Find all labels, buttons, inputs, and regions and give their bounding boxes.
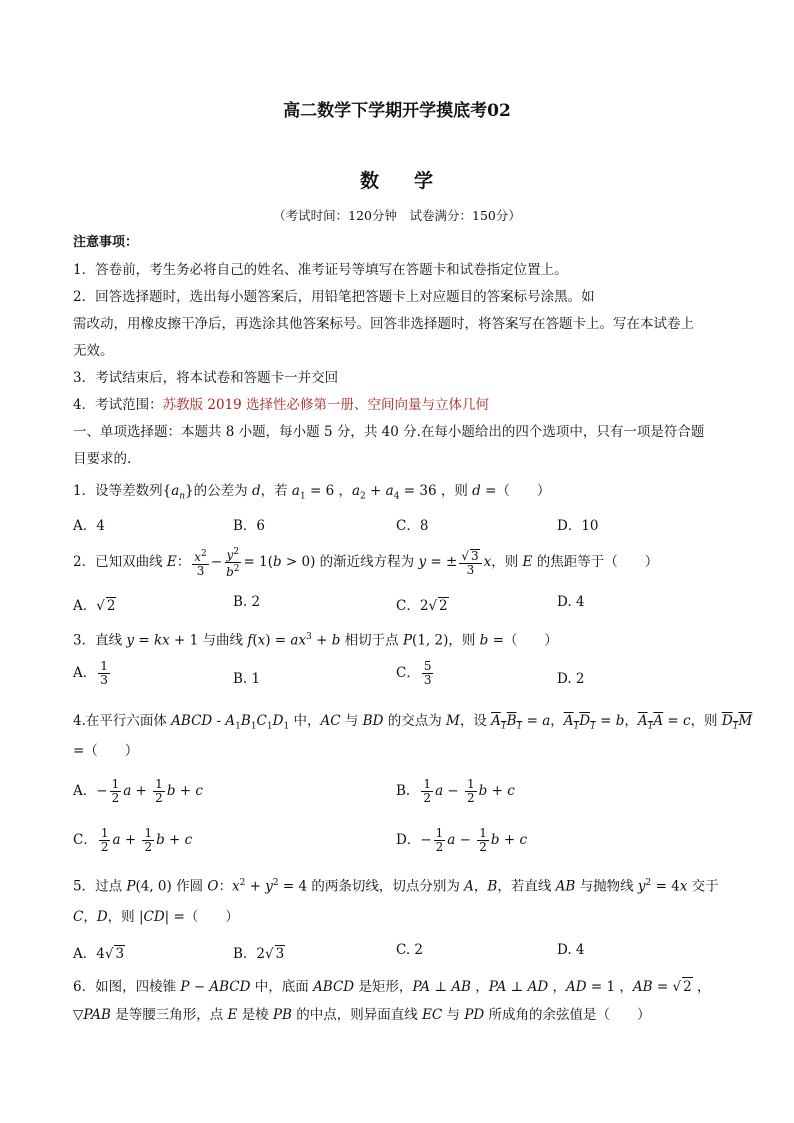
q1-option-b: B．6 <box>233 518 266 534</box>
notice-item-2-end: 无效。 <box>73 343 114 359</box>
scope-label: 4．考试范围： <box>73 397 163 413</box>
q3-option-b: B. 1 <box>233 671 261 687</box>
page-title: 高二数学下学期开学摸底考02 <box>283 101 511 121</box>
question-6: 6．如图，四棱锥 P − ABCD 中，底面 ABCD 是矩形，PA ⊥ AB ，PA ⊥ AD ，AD = 1 ，AB = √ 2 ， <box>73 979 711 995</box>
q3-option-a: A． $\frac{1}{3}$ <box>73 659 108 687</box>
question-4-cont: =（ ） <box>73 743 139 759</box>
q3-option-c: C． $\frac{5}{3}$ <box>396 659 432 687</box>
subject-left: 数 <box>359 170 380 192</box>
question-6-cont: ▽PAB 是等腰三角形，点 E 是棱 PB 的中点，则异面直线 EC 与 PD 所成角的余弦值是（ ） <box>73 1007 651 1023</box>
q5-option-c: C. 2 <box>396 942 424 958</box>
section1-line1: 一、单项选择题：本题共 8 小题，每小题 5 分，共 40 分.在每小题给出的四个选项中，只有一项是符合题 <box>73 424 705 440</box>
q5-option-b: B．2√ 3 <box>233 946 285 962</box>
q2-option-b: B. 2 <box>233 594 261 610</box>
notice-item-3: 3．考试结束后，将本试卷和答题卡一并交回 <box>73 370 339 386</box>
question-3: 3．直线 y = kx + 1 与曲线 $f(x) = ax^3 + b$ 相切于点 P(1, 2)，则 b =（ ） <box>73 632 558 649</box>
q2-option-d: D. 4 <box>557 594 585 610</box>
q1-option-d: D．10 <box>557 518 599 534</box>
notice-item-2-cont: 需改动，用橡皮擦干净后，再选涂其他答案标号。回答非选择题时，将答案写在答题卡上。写在本试卷上 <box>73 316 694 332</box>
notice-item-1: 1．答卷前，考生务必将自己的姓名、准考证号等填写在答题卡和试卷指定位置上。 <box>73 262 568 278</box>
q4-option-d: D．− $\frac{1}{2}$ a − $\frac{1}{2}$ b + c <box>396 826 528 854</box>
q2-option-a: A．√ 2 <box>73 598 116 614</box>
q3-option-d: D. 2 <box>557 671 585 687</box>
subject-heading <box>0 166 794 193</box>
subject-right: 学 <box>414 170 435 192</box>
question-5-cont: C，D，则 |CD| =（ ） <box>73 909 239 925</box>
q5-option-a: A．4√ 3 <box>73 946 125 962</box>
q4-option-c: C． $\frac{1}{2}$ a + $\frac{1}{2}$ b + c <box>73 826 193 854</box>
scope-text: 苏教版 2019 选择性必修第一册、空间向量与立体几何 <box>162 397 490 413</box>
notice-item-2: 2．回答选择题时，选出每小题答案后，用铅笔把答题卡上对应题目的答案标号涂黑。如 <box>73 289 595 305</box>
q2-option-c: C．2√ 2 <box>396 598 448 614</box>
exam-info: （考试时间：120分钟 试卷满分：150分） <box>273 208 521 223</box>
q1-option-a: A．4 <box>73 518 105 534</box>
q4-option-b: B． $\frac{1}{2}$ a − $\frac{1}{2}$ b + c <box>396 777 515 805</box>
question-5: 5．过点 P(4, 0) 作圆 O：$x^2 + y^2 = 4$ 的两条切线，切点分别为 A，B，若直线 AB 与抛物线 $y^2 = 4x$ 交于 <box>73 878 719 895</box>
notice-item-4 <box>73 396 489 414</box>
q1-option-c: C．8 <box>396 518 429 534</box>
section1-line2: 目要求的. <box>73 451 132 467</box>
question-4: 4.在平行六面体 ABCD - $A_1B_1C_1D_1$ 中，AC 与 BD 的交点为 M，设 $A_1B_1 = a$，$A_1D_1 = b$，$A_1A = c$，则 $D_1M$ <box>73 713 753 732</box>
question-2: 2．已知双曲线 E： $\frac{x^2}{3}$ − $\frac{y^2}{b^2}$ = 1(b > 0) 的渐近线方程为 y = ± $\frac{√ 3}{3}$ x，则 E 的焦距等于（ ） <box>73 547 659 579</box>
q5-option-d: D. 4 <box>557 942 585 958</box>
q4-option-a: A．− $\frac{1}{2}$ a + $\frac{1}{2}$ b + c <box>73 777 203 805</box>
notice-heading: 注意事项： <box>73 235 139 250</box>
question-1: 1．设等差数列$\{a_n\}$的公差为 d，若 $a_1 = 6$ ，$a_2 + a_4 = 36$ ，则 d =（ ） <box>73 483 551 502</box>
